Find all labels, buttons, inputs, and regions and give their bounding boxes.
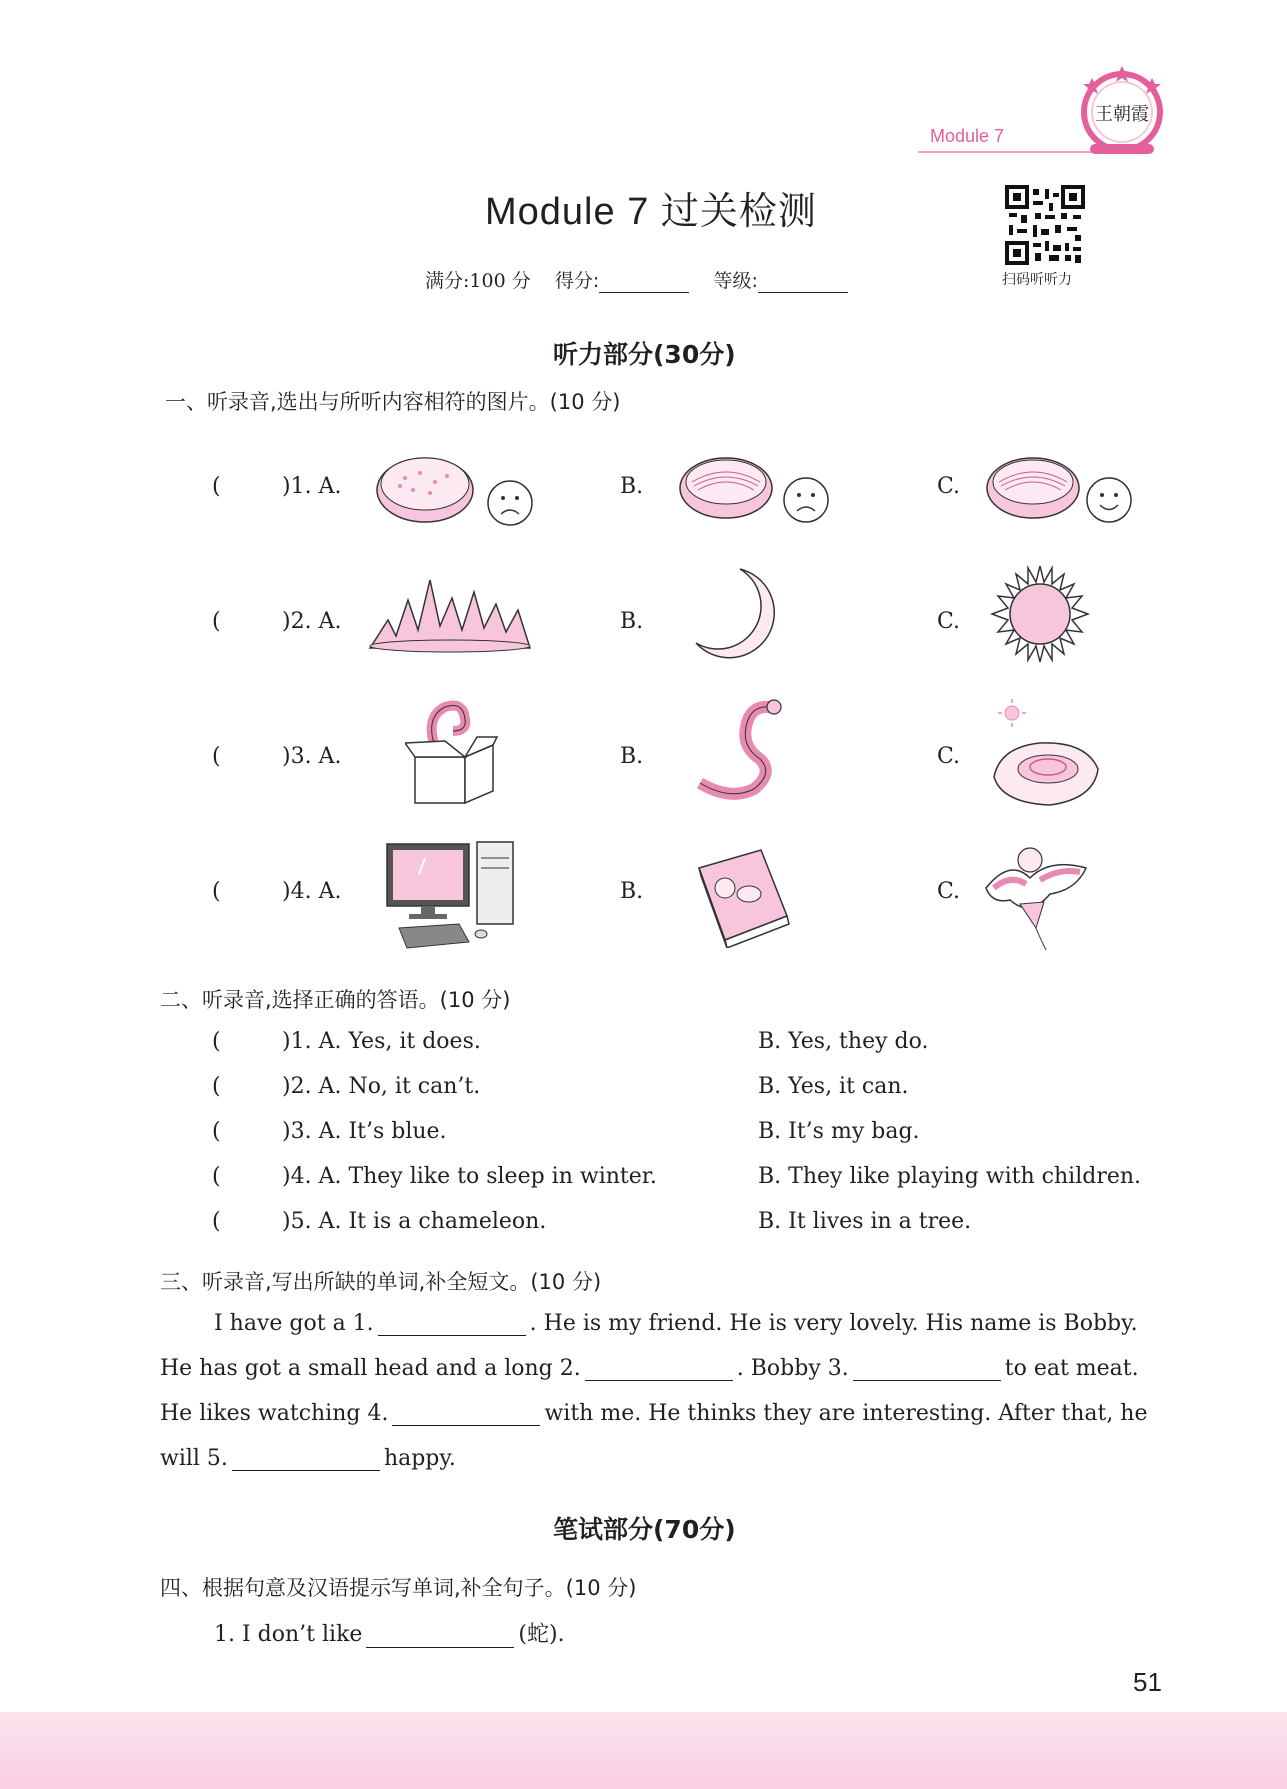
question-hint: (蛇). [518,1622,565,1647]
part3-heading: 三、听录音,写出所缺的单词,补全短文。(10 分) [160,1270,602,1294]
qr-code-icon[interactable] [1005,185,1085,265]
option-c-label: C. [937,474,961,499]
grade-label: 等级: [713,270,758,292]
passage-line-1 [214,1311,1160,1336]
moon-icon[interactable] [690,565,780,660]
writing-section-title: 笔试部分(70分) [553,1515,736,1544]
computer-icon[interactable] [385,838,520,953]
answer-paren[interactable]: ( [212,609,221,634]
listening-section-title: 听力部分(30分) [553,340,736,369]
sun-icon[interactable] [988,562,1093,667]
option-c-label: C. [937,879,961,904]
option-b-label: B. [620,879,644,904]
question-text: 1. I don’t like [214,1622,363,1647]
rice-sad-icon[interactable] [375,448,545,533]
question-number: )3. A. [282,744,342,769]
option-c-label: C. [937,744,961,769]
option-a: )5. A. It is a chameleon. [282,1209,547,1234]
passage-text: I have got a 1. [214,1311,374,1336]
part4-question-1 [214,1617,565,1648]
option-b: B. Yes, they do. [758,1029,929,1054]
score-label: 得分: [554,270,600,292]
snake-icon[interactable] [690,697,795,807]
score-blank[interactable] [599,274,689,293]
option-b: B. It’s my bag. [758,1119,920,1144]
passage-line-4 [160,1446,1160,1471]
part2-heading: 二、听录音,选择正确的答语。(10 分) [160,988,511,1012]
option-b-label: B. [620,474,644,499]
grade-blank[interactable] [758,274,848,293]
passage-text: He has got a small head and a long 2. [160,1356,581,1381]
option-a: )3. A. It’s blue. [282,1119,447,1144]
score-full: 满分:100 分 [425,270,531,292]
answer-paren[interactable]: ( [212,879,221,904]
score-line [425,266,848,293]
kite-icon[interactable] [980,838,1100,953]
option-b: B. Yes, it can. [758,1074,909,1099]
blank-3[interactable] [853,1358,1001,1381]
passage-text: will 5. [160,1446,228,1471]
passage-line-3 [160,1401,1160,1426]
coiled-snake-sun-icon[interactable] [990,697,1105,812]
page-title: Module 7 过关检测 [485,191,817,233]
passage-line-2 [160,1356,1160,1381]
page-number: 51 [1133,1667,1162,1697]
blank-4[interactable] [392,1403,540,1426]
option-c-label: C. [937,609,961,634]
part1-heading: 一、听录音,选出与所听内容相符的图片。(10 分) [165,390,621,414]
answer-paren[interactable]: ( [212,1074,221,1099]
option-a: )1. A. Yes, it does. [282,1029,481,1054]
question-number: )2. A. [282,609,342,634]
blank-2[interactable] [585,1358,733,1381]
option-b: B. It lives in a tree. [758,1209,972,1234]
passage-text: happy. [383,1446,456,1471]
passage-text: He likes watching 4. [160,1401,389,1426]
option-a: )4. A. They like to sleep in winter. [282,1164,657,1189]
blank-1[interactable] [378,1313,526,1336]
blank-5[interactable] [232,1448,380,1471]
option-b: B. They like playing with children. [758,1164,1142,1189]
module-tag: Module 7 [930,126,1005,146]
answer-paren[interactable]: ( [212,474,221,499]
part4-heading: 四、根据句意及汉语提示写单词,补全句子。(10 分) [160,1576,637,1600]
question-number: )1. A. [282,474,342,499]
answer-paren[interactable]: ( [212,744,221,769]
bottom-band [0,1712,1287,1789]
answer-paren[interactable]: ( [212,1119,221,1144]
question-number: )4. A. [282,879,342,904]
answer-paren[interactable]: ( [212,1029,221,1054]
noodles-sad-icon[interactable] [678,448,838,533]
snake-in-box-icon[interactable] [405,697,500,807]
passage-text: to eat meat. [1004,1356,1139,1381]
book-icon[interactable] [695,848,795,948]
logo-text: 王朝霞 [1095,104,1149,125]
passage-text: . Bobby 3. [736,1356,849,1381]
passage-text: with me. He thinks they are interesting. After that, he [544,1401,1148,1426]
qr-caption: 扫码听听力 [1002,272,1072,288]
option-a: )2. A. No, it can’t. [282,1074,481,1099]
passage-text: . He is my friend. He is very lovely. His name is Bobby. [529,1311,1138,1336]
answer-paren[interactable]: ( [212,1164,221,1189]
grass-icon[interactable] [368,570,533,655]
option-b-label: B. [620,609,644,634]
option-b-label: B. [620,744,644,769]
brand-logo [1072,60,1172,160]
answer-paren[interactable]: ( [212,1209,221,1234]
blank-answer[interactable] [366,1625,514,1648]
noodles-happy-icon[interactable] [985,448,1145,533]
